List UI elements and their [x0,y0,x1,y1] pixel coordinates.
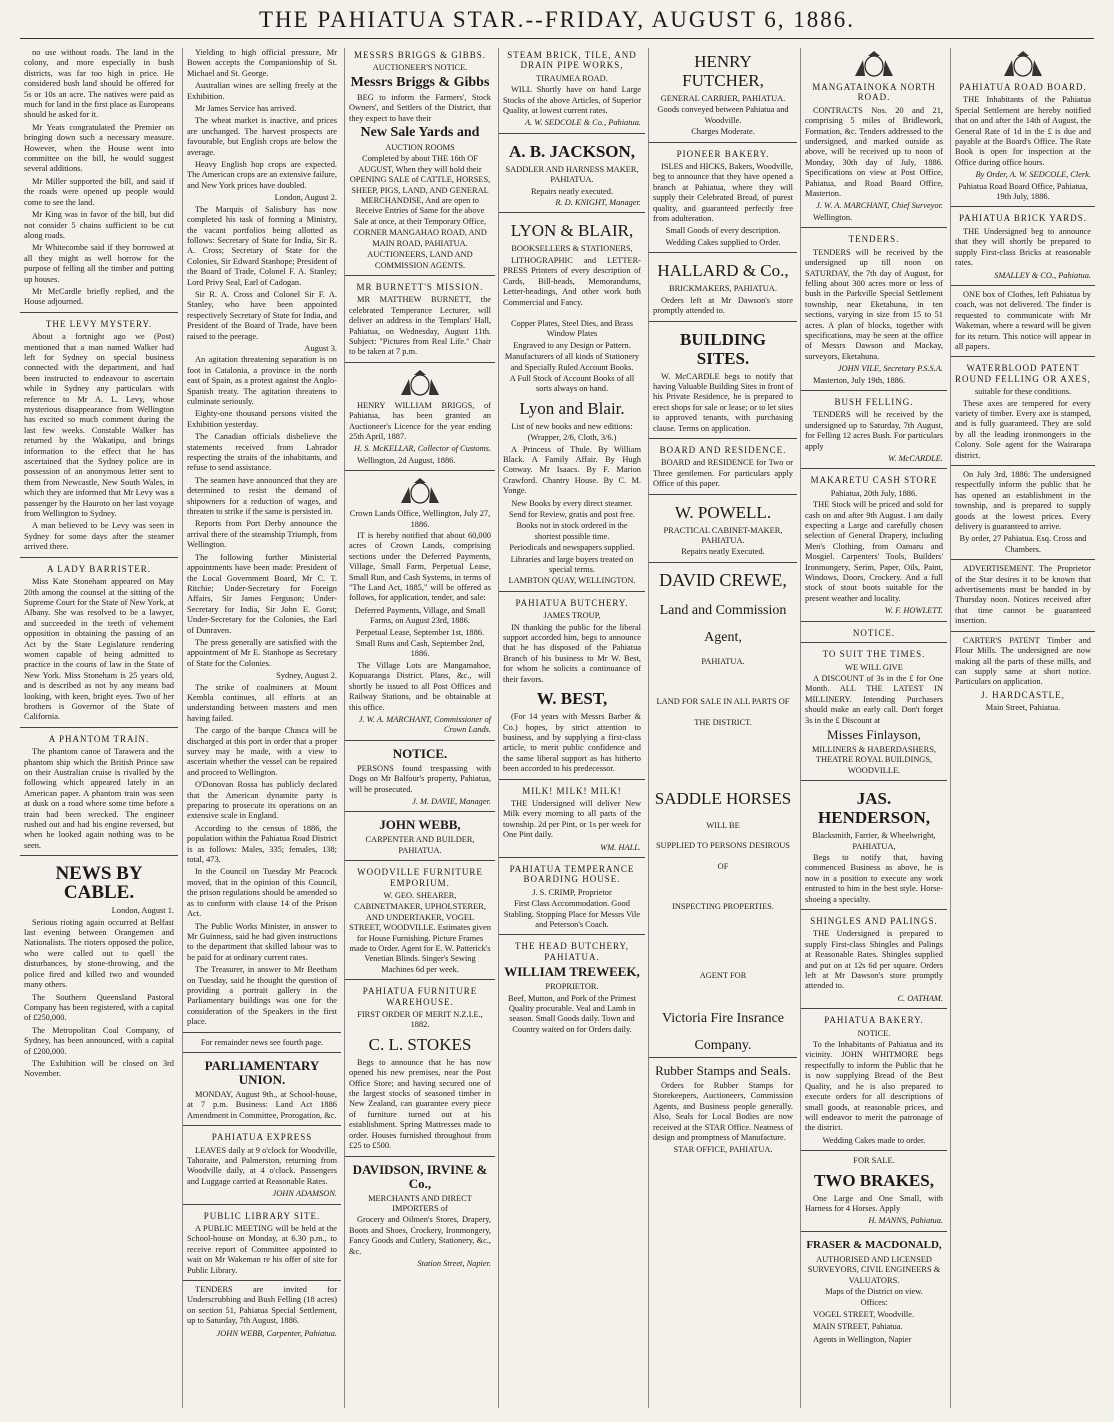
paragraph: Mr James Service has arrived. [195,104,297,114]
ad-body: THE Undersigned is prepared to supply First-class Shingles and Palings at Reasonable Rates. Shingles supplied and put on at 12s 6d per square. Orders left at Mr Dawson's store promptly attended to. [805,929,943,991]
ad-title: DAVIDSON, IRVINE & Co., [352,1161,488,1191]
ad-body: Begs to notify that, having commenced Business as above, he is now in a position to execute any work entrusted to him in the best style. Horse-shoeing a specialty. [805,852,943,904]
ad-title: TENDERS. [848,234,900,245]
ad-line: Small Goods of every description. [665,226,781,236]
ad-body: ONE box of Clothes, left Pahiatua by coach, was not delivered. The finder is requested to communicate with Mr Wakeman, where a reward will be given for its return. This notice will appear in all papers. [955,289,1091,351]
crown-lands-notice [345,470,495,736]
paragraph: The Public Works Minister, in answer to Mr Guinness, said he had given instructions to the department that skilled labour was to be paid for at ordinary current rates. [187,921,337,962]
mangatainoka-road-ad [801,50,947,223]
ad-signature: JOHN VILE, Secretary P.S.S.A. [837,364,943,374]
ad-subheader: SADDLER AND HARNESS MAKER, PAHIATUA. [505,164,639,185]
article-title: A PHANTOM TRAIN. [48,733,150,744]
ad-title: DAVID CREWE, [659,569,787,590]
establishment-ad [951,465,1095,555]
ad-line: List of new books and new editions: [511,421,633,431]
column-3 [344,48,495,1408]
building-sites-ad [649,321,797,434]
ad-signature: H. MANNS, Pahiatua. [868,1216,943,1226]
ad-body: First Class Accommodation. Good Stabling. Stopping Place for Messrs Vile and Peterson's Coach. [503,899,641,929]
ad-body: MR MATTHEW BURNETT, the celebrated Temperance Lecturer, will deliver an address in the Templars' Hall, Pahiatua, on Wednesday, August 11th. Subject: "Pictures from Real Life." Chair to be taken at 7 p.m. [349,295,491,357]
ad-body: TENDERS will be received by the undersigned up to Saturday, 7th August, for Felling 12 acres Bush. For particulars apply [805,410,943,451]
paragraph: Yielding to high official pressure, Mr Bowen accepts the Companionship of St. Michael and St. George. [187,48,337,78]
list-item: Deferred Payments, Village, and Small Farms, on August 23rd, 1886. [354,605,486,626]
ad-body: HENRY WILLIAM BRIGGS, of Pahiatua, has been granted an Auctioneer's Licence for the year ending 25th April, 1887. [349,400,491,441]
ad-highlight: New Sale Yards and [360,125,480,141]
cable-news [20,855,178,1080]
paragraph: In the Council on Tuesday Mr Peacock moved, that in the opinion of this Council, the prison regulations should be amended so as to conform with clause 14 of the Prison Act. [187,867,337,919]
ad-body: LITHOGRAPHIC and LETTER-PRESS Printers of every description of Cards, Bill-heads, Memorandums, Letter-headings, And other work both Commercial and Fancy. [503,255,641,307]
ad-signature: R. D. KNIGHT, Manager. [555,198,641,208]
ad-body: Orders left at Mr Dawson's store promptly attended to. [653,295,793,316]
ad-body: CABINETMAKER, UPHOLSTERER, AND UNDERTAKER, VOGEL STREET, WOODVILLE. Estimates given for House Furnishing. Picture Frames made to Order. Agent for E. W. Patterick's Venetian Blinds. Singer's Sewing Machines 6d per week. [349,902,491,974]
paragraph: An agitation threatening separation is on foot in Catalonia, a province in the north east of Spain, as a protest against the Anglo-Spanish treaty. The agitation threatens to culminate seriously. [187,355,337,406]
ad-body: (For 14 years with Messrs Barber & Co.) hopes, by strict attention to business, and by supplying a first-class article, to merit public confidence and the same liberal support as has hitherto been accorded to his predecessor. [503,712,641,774]
ad-line: Wedding Cakes supplied to Order. [665,237,781,247]
lyon-blair-ad [499,212,645,586]
paragraph: According to the census of 1886, the population within the Pahiatua Road District is as follows: Males, 335; females, 138; total, 473. [187,823,337,865]
ad-address: MAIN STREET, Pahiatua. [813,1322,903,1332]
paragraph: The seamen have announced that they are determined to resist the demand of shipowners for a reduction of wages, and threaten to strike if the same is persisted in. [187,475,337,517]
ad-line: LAND FOR SALE IN ALL PARTS OF [656,697,790,707]
ad-line: Agents in Wellington, Napier [813,1334,912,1344]
ad-body: Begs to announce that he has now opened his new premises, near the Post Office Store; and having secured one of the largest stocks of seasoned timber in New Zealand, can guarantee every piece of furniture turned out at his establishment. Spring Mattresses made to order. Houses furnished throughout from £25 to £500. [349,1057,491,1151]
ad-body: THE Inhabitants of the Pahiatua Special Settlement are hereby notified that on and after the 14th of August, the General Rate of 1d in the £ is due and payable at the Board's Office. The Rate Book is open for inspection at the Office during office hours. [955,95,1091,167]
ad-title: BOARD AND RESIDENCE. [659,444,787,455]
ad-title: WOODVILLE FURNITURE EMPORIUM. [357,867,483,888]
ad-title: Messrs Briggs & Gibbs [350,74,490,90]
ad-address: Main Street, Pahiatua. [985,703,1061,713]
ad-subheader: FOR SALE. [853,1156,895,1166]
ad-line: Manufacturers of all kinds of Stationery and Specially Ruled Account Books. [504,352,640,372]
ad-signature: A. W. SEDCOLE & Co., Pahiatua. [524,118,641,128]
ad-header: MESSRS BRIGGS & GIBBS. [353,50,487,60]
ad-subheader: PROPRIETOR. [545,982,599,992]
finlayson-ad [801,642,947,776]
cash-store-ad [801,468,947,616]
road-board-ad [951,50,1095,202]
ad-body: CONTRACTS Nos. 20 and 21, comprising 5 miles of Bridlework, Formation, &c. Tenders addressed to the undersigned, and marked outside as above, will be received up to noon of Monday, 30th day of July, 1886. Specifications on view at Post Office, Pahiatua, and Road Board Office, Masterton. [805,105,943,199]
ad-title: PAHIATUA EXPRESS [211,1132,313,1143]
axes-ad [951,356,1095,461]
ad-highlight: SADDLE HORSES [654,789,792,808]
brick-yards-ad [951,206,1095,280]
ad-highlight: Misses Finlayson, [827,726,921,742]
ad-title: WATERBLOOD PATENT ROUND FELLING OR AXES, [955,363,1092,384]
ad-line: SUPPLIED TO PERSONS DESIROUS [656,841,790,851]
ad-signature: JOHN WEBB, Carpenter, Pahiatua. [216,1328,337,1338]
burnett-mission-ad [345,275,495,358]
ad-body: A PUBLIC MEETING will be held at the School-house on Monday, at 6.30 p.m., to receive report of Committee appointed to wait on Mr Wakeman re his offer of site for Public Library. [187,1224,337,1275]
paragraph: Heavy English hop crops are expected. The American crops are an extensive failure, and New York prices have doubled. [187,160,337,190]
ad-title: HENRY FUTCHER, [682,52,764,90]
paragraph: The phantom canoe of Tarawera and the phantom ship which the British Prince saw on their Australian cruise is rivalled by the following which appeared lately in an American paper. A phantom train was seen at dusk on a road where some time before a train had been wrecked. The engineer rushed out and had his engine reversed, but when he looked again nothing was to be seen. [24,747,174,850]
paragraph: A man believed to be Levy was seen in Sydney for some days after the steamer arrived there. [24,521,174,552]
ad-body: LEAVES daily at 9 o'clock for Woodville, Tahoraite, and Palmerston, returning from Woodville daily, at 4 o'clock. Passengers and Luggage carried at Reasonable Rates. [187,1145,337,1186]
ad-body: W. McCARDLE begs to notify that having Valuable Building Sites in front of his Private Residence, he is prepared to erect shops for sale or lease; or to let sites to approved tenants, with purchasing clause. Terms on application. [653,371,793,433]
ad-title: SHINGLES AND PALINGS. [810,916,938,926]
ad-subheader: MERCHANTS AND DIRECT IMPORTERS of [368,1193,472,1213]
phantom-train-article [20,727,178,851]
ad-line: New Books by every direct steamer. [511,498,633,508]
ad-title: W. POWELL. [674,502,772,522]
ad-subheader: W. GEO. SHEARER, [383,890,457,900]
ad-body: Goods conveyed between Pahiatua and Woodville. [657,105,789,125]
paragraph: The strike of coalminers at Mount Kembla continues, all efforts at an understanding between masters and men having failed. [187,682,337,723]
ad-line: A Full Stock of Account Books of all sorts always on hand. [509,373,635,394]
ad-body: One Large and One Small, with Harness for 4 Horses. Apply [805,1193,943,1213]
ad-body: WILL Shortly have on hand Large Stocks of the above Articles, of Superior Quality, at lowest current rates. [503,85,641,116]
ad-signature: JOHN ADAMSON. [272,1189,337,1199]
paragraph: Miss Kate Stoneham appeared on May 20th among the counsel at the sitting of the Supreme Court for the State of New York, at Albany. She was resolved to be a lawyer, and succeeded in the teeth of vehement opposition in obtaining the passing of an Act by the State Legislature rendering women capable of being admitted to practice in the courts of law in the State of New York. Miss Stoneham is 25 years old, and is described as not by any means bad looking, with keen, bright eyes. Two of her brothers is Governor of the State of California. [24,577,174,722]
ad-subheader: AUCTIONEER'S NOTICE. [372,63,468,73]
ad-signature: J. W. A. MARCHANT, Chief Surveyor. [816,201,943,211]
tenders-ad [801,227,947,386]
article-title: THE LEVY MYSTERY. [45,318,153,329]
lost-box-ad [951,285,1095,352]
ad-title: PUBLIC LIBRARY SITE. [203,1210,321,1221]
ad-address: VOGEL STREET, Woodville. [813,1309,915,1319]
ad-body: THE Undersigned beg to announce that they will shortly be prepared to supply First-class Bricks at reasonable rates. [955,226,1091,268]
ad-body: Repairs neatly executed. [530,186,614,196]
paragraph: Mr Whitecombe said if they borrowed at all they might as well borrow for the purpose of felling all the timber and putting up houses. [24,243,174,284]
ad-highlight: Lyon and Blair. [519,398,625,418]
notice-header [801,621,947,638]
briggs-gibbs-ad [345,50,495,271]
paragraph: The Exhibition will be closed on 3rd November. [24,1058,174,1079]
jackson-saddler-ad [499,133,645,209]
paragraph: Mr Yeats congratulated the Premier on bringing down such a necessary measure. However, when the House went into committee on the bill, he would suggest several additions. [24,122,174,174]
paragraph: Serious rioting again occurred at Belfast last evening between Orangemen and Nationalists. The rioters opposed the police, who were called out to quell the disturbances, by stone-throwing, and the police fired and killed two and wounded many others. [24,917,174,990]
ad-signature: C. OATHAM. [897,993,943,1003]
article-title: A LADY BARRISTER. [47,563,151,574]
paragraph: The Metropolitan Coal Company, of Sydney, has been announced, with a capital of £200,000. [24,1025,174,1056]
ad-subheader: BRICKMAKERS, PAHIATUA. [669,284,777,294]
ad-line: OF [717,861,729,871]
paragraph: Mr King was in favor of the bill, but did not consider 5 chains sufficient to be cut along roads. [24,210,174,240]
ad-subheader: J. S. CRIMP, Proprietor [532,887,612,897]
paragraph: Sir R. A. Cross and Colonel Sir F. A. Stanley, who have been appointed respectively Secretary of State for India, and President of the Board of Trade, have been raised to the peerage. [187,289,337,341]
paragraph: The Canadian officials disbelieve the statements received from Labrador respecting the straits of the inhabitants, and refuse to send assistance. [187,432,337,473]
ad-address: Station Street, Napier. [417,1258,491,1268]
licence-notice [345,362,495,466]
ad-line: Libraries and large buyers treated on special terms. [510,554,634,575]
ad-title: PAHIATUA TEMPERANCE BOARDING HOUSE. [509,863,635,885]
ad-dateline: Crown Lands Office, Wellington, July 27, 1886. [349,509,491,529]
woodville-furniture-ad [345,860,495,975]
ad-signature: By Order, A. W. SEDCOLE, Clerk. [975,170,1091,180]
ad-body: These axes are tempered for every variety of timber. Every axe is stamped, and is fully guaranteed. They are sold by all the leading ironmongers in the Colony. Sole agent for the Wairarapa district. [955,398,1091,460]
ad-signature: H. S. McKELLAR, Collector of Customs. [353,444,491,454]
furniture-warehouse-ad [345,979,495,1151]
list-item: Perpetual Lease, September 1st, 1886. [355,627,485,637]
ad-body: ADVERTISEMENT. The Proprietor of the Star desires it to be known that advertisements must be handed in by Thursday noon. Notices received after that time cannot be guaranteed insertion. [955,564,1091,626]
ad-signature: SMALLEY & CO., Pahiatua. [994,270,1091,280]
powell-ad [649,494,797,558]
ad-line: Send for Review, gratis and post free. [509,510,635,519]
ad-subheader: suitable for these conditions. [974,387,1072,397]
ad-line: PAHIATUA. [701,656,745,666]
ad-title: MAKARETU CASH STORE [810,475,938,486]
fraser-macdonald-ad [801,1231,947,1345]
ad-title: HALLARD & Co., [657,261,789,281]
paragraph: Mr Miller supported the bill, and said if the roads were opened up people would come to see the land. [24,176,174,207]
paragraph: The Marquis of Salisbury has now completed his task of forming a Ministry, the vacant portfolios being allotted as follows: Secretary of State for India, Sir R. A. Cross; Secretary of State for the Colonies, Sir Edward Stanhope; President of the Board of Trade, Colonel F. A. Stanley; Lord Privy Seal, Earl of Cadogan. [187,204,337,287]
crewe-agent-ad [649,562,797,1053]
ad-line: INSPECTING PROPERTIES. [672,902,774,912]
ad-subheader: AUCTION ROOMS [385,143,455,153]
ad-signature: J. M. DAVIE, Manager. [412,796,491,806]
ad-title: MANGATAINOKA NORTH ROAD. [812,82,936,103]
ad-body: Completed by about THE 16th OF AUGUST, When they will hold their OPENING SALE of CATTLE, HORSES, SHEEP, PIGS, LAND, AND GENERAL MERCHANDISE, And are open to Receive Entries of Same for the above Sale at once, at their Temporary Office, [349,154,491,226]
paragraph: Australian wines are selling freely at the Exhibition. [187,81,337,101]
ad-title: STEAM BRICK, TILE, AND DRAIN PIPE WORKS, [507,50,637,71]
advertisement-notice [951,559,1095,626]
library-ad [183,1204,341,1276]
ad-body: Orders for Rubber Stamps for Storekeepers, Auctioneers, Commission Agents, and Business people generally. Also, Seals for Local Bodies are now received at the STAR Office. Neatness of design and promptness of Manufacture. [653,1081,793,1143]
ad-title: LYON & BLAIR, [510,221,634,241]
ad-address: LAMBTON QUAY, WELLINGTON. [508,576,636,586]
head-butchery-ad [499,934,645,1035]
ad-body: THE Stock will be priced and sold for cash on and after 9th August. I am daily expecting a Large and carefully chosen selection of General Drapery, including Men's Clothing, from Oamaru and Mosgiel. Carpenters' Tools, Builders' Ironmongery, Serim, Paper, Oils, Paint, Windows, Doors, Crockery. And a full stock of stout boots suitable for the present weather and locality. [805,500,943,603]
ad-body: Beef, Mutton, and Pork of the Primest Quality procurable. Veal and Lamb in season. Small Goods daily. Town and Country waited on for Orders daily. [508,993,636,1034]
column-1 [20,48,178,1408]
dateline: August 3. [304,343,337,353]
parliamentary-union-ad [183,1052,341,1121]
dateline: London, August 1. [111,906,174,916]
temperance-house-ad [499,857,645,930]
ad-name: WILLIAM TREWEEK, [504,964,640,980]
mills-ad [951,631,1095,714]
ad-highlight: C. L. STOKES [368,1034,472,1054]
column-2 [182,48,341,1408]
ad-signature: W. McCARDLE. [888,454,943,463]
ad-body: A Princess of Thule. By William Black. A Family Affair. By Hugh Conway. Mr Isaacs. By F. Marion Crawford. Chantry House. By C. M. Yonge. [503,444,641,496]
ad-line: By order, 27 Pahiatua. Esq. Cross and Chambers. [959,534,1087,554]
ad-line: Company. [694,1038,752,1054]
ad-line: Wedding Cakes made to order. [822,1135,926,1145]
ad-line: WILL BE [706,821,740,830]
ad-line: Victoria Fire Insrance [662,1011,784,1027]
paragraph: Reports from Port Derby announce the arrival there of the steamship Triumph, from Wellington. [187,519,337,550]
ad-body: IN thanking the public for the liberal support accorded him, begs to announce that he has disposed of the Pahiatua Branch of his business to Mr W. Best, for whom he solicits a continuance of their favors. [503,622,641,684]
section-title: NEWS BY CABLE. [55,863,143,904]
ad-line: Land and Commission [659,602,787,618]
ad-title: FRASER & MACDONALD, [806,1238,942,1251]
ad-address: CORNER MANGAHAO ROAD, AND MAIN ROAD, PAHIATUA. [353,228,487,248]
pahiatua-butchery-ad [499,591,645,775]
ad-title: NOTICE. [392,745,448,761]
ad-body: To the Inhabitants of Pahiatua and its vicinity. JOHN WHITMORE begs respectfully to inform the Public that he is now supplying Bread of the Best Quality, and he is also prepared to execute orders for all descriptions of small goods, at reasonable prices, and will endeavor to merit the patronage of the district. [805,1040,943,1133]
ad-subheader: PRACTICAL CABINET-MAKER, PAHIATUA. [663,525,783,545]
ad-line: AGENT FOR [699,970,747,980]
ad-subheader: NOTICE. [857,1028,891,1038]
footnote: For remainder news see fourth page. [200,1037,324,1047]
ad-line: Copper Plates, Steel Dies, and Brass Window Plates [510,318,634,339]
column-7 [950,48,1095,1408]
ad-title: J. HARDCASTLE, [981,689,1065,700]
ad-body: On July 3rd, 1886: The undersigned respectfully inform the public that he has opened an establishment in the township, and is prepared to supply goods at the lowest prices. Every delivery is guaranteed to arrive. [955,470,1091,532]
ad-line: (Wrapper, 2/6, Cloth, 3/6.) [527,433,617,443]
ad-title: BUSH FELLING. [834,396,914,407]
ad-date: Wellington, 2d August, 1886. [357,455,456,465]
ad-line: Agent, [704,629,742,645]
ad-signature: J. W. A. MARCHANT, Commissioner of Crown Lands. [358,714,491,735]
masthead-rule [20,38,1094,39]
remainder-note [183,1032,341,1048]
column-4 [498,48,645,1408]
column-6 [800,48,947,1408]
royal-crest-icon [1000,50,1046,80]
ad-subheader: BOOKSELLERS & STATIONERS, [511,244,633,254]
trespass-notice [345,740,495,808]
ad-title: PAHIATUA FURNITURE WAREHOUSE. [362,986,478,1007]
ad-body: A DISCOUNT of 3s in the £ for One Month. ALL THE LATEST IN MILLINERY. Intending Purchasers should make an early call. Don't forget 3s in the £ Discount at [805,673,943,725]
paragraph: The wheat market is inactive, and prices are unchanged. The harvest prospects are favourable, but English crops are below the average. [187,116,337,157]
ad-title: PAHIATUA BRICK YARDS. [958,213,1088,224]
futcher-carrier-ad [649,52,797,138]
ad-title: NOTICE. [852,627,896,638]
ad-line: Charges Moderate. [691,127,755,137]
henderson-ad [801,780,947,905]
shingles-ad [801,909,947,1004]
ad-line: Engraved to any Design or Pattern. [513,340,631,350]
brakes-ad [801,1150,947,1227]
ad-signature: STAR OFFICE, PAHIATUA. [673,1145,773,1155]
paragraph: The following further Ministerial appointments have been made: President of the Local Government Board, Mr C. T. Ritchie; Under-Secretary for Foreign Affairs, Sir James Ferguson; Under-Secretary for India, Sir John E. Gorst; Under-Secretary for the Colonies, the Earl of Dunraven. [187,552,337,635]
bush-felling-ad [801,390,947,464]
ad-signature: WM. HALL. [600,842,641,852]
lady-barrister-article [20,557,178,723]
ad-body: TENDERS are invited for Underscrubbing and Bush Felling (18 acres) on section 51, Pahiatua Special Settlement, up to Saturday, 7th August, 1886. [187,1285,337,1326]
royal-crest-icon [851,50,897,80]
ad-date: Pahiatua, 20th July, 1886. [830,488,918,498]
ad-body: CARTER'S PATENT Timber and Flour Mills. The undersigned are now making all the parts of these mills, and can supply same at short notice. Particulars on application. [955,635,1091,687]
ad-line: Periodicals and newspapers supplied. [509,543,635,553]
davidson-irvine-ad [345,1156,495,1270]
ad-title: BUILDING SITES. [680,329,766,368]
ad-title: THE HEAD BUTCHERY, PAHIATUA. [514,941,630,962]
ad-body: THE Undersigned will deliver New Milk every morning to all parts of the township. 2d per Pint, or 1s per week for One Pint daily. [503,798,641,840]
webb-tender-ad [183,1280,341,1339]
ad-title: TWO BRAKES, [814,1170,934,1190]
ad-title: PAHIATUA BUTCHERY. [515,597,629,608]
ad-subheader: TIRAUMEA ROAD. [536,73,608,83]
ad-title: Rubber Stamps and Seals. [655,1063,791,1079]
ad-body: MONDAY, August 9th., at School-house, at 7 p.m. Business: Land Act 1886 Amendment in Committee, Prorogation, &c. [187,1089,337,1120]
ad-body: BEG to inform the Farmers', Stock Owners', and Settlers of the District, that they expect to have their [349,92,491,123]
webb-carpenter-ad [345,811,495,856]
ad-highlight: W. BEST, [536,689,608,709]
parliament-report [20,48,178,308]
ad-line: THE DISTRICT. [694,717,752,727]
paragraph: O'Donovan Rossa has publicly declared that the American dynamite party is preparing to prosecute its operations on an extensive scale in England. [187,780,337,821]
levy-article [20,312,178,553]
ad-body: TENDERS will be received by the undersigned up till noon on SATURDAY, the 7th day of August, for felling about 300 acres more or less of bush in the Parkville Special Settlement township, near Eketahuna, in ten sections, varying in size from 15 to 51 acres. A plan of blocks, together with specifications, may be seen at the office of Messrs Dawson and Mackay, surveyors, Eketahuna. [805,247,943,361]
ad-subheader: MILLINERS & HABERDASHERS, THEATRE ROYAL BUILDINGS, WOODVILLE. [811,744,936,775]
ad-body: ISLES and HICKS, Bakers, Woodville, beg to announce that they have opened a branch at Pahiatua, where they will supply their Celebrated Bread, of purest quality, and guaranteed perfectly free from adulteration. [653,162,793,224]
ad-subheader: Blacksmith, Farrier, & Wheelwright, PAHIATUA, [812,831,936,851]
ad-subheader: GENERAL CARRIER, PAHIATUA. [660,94,786,103]
paragraph: Mr McCardle briefly replied, and the House adjourned. [24,286,174,307]
paragraph: The press generally are satisfied with the appointment of Mr E. Stanhope as Secretary of State for the Colonies. [187,637,337,668]
dateline: London, August 2. [274,193,337,203]
ad-body: The Village Lots are Mangamahoe, Kopuaranga District. Plans, &c., will shortly be issued to all Post Offices and Railway Stations, and be obtainable at this office. [349,660,491,712]
ad-subheader: CARPENTER AND BUILDER, PAHIATUA. [365,835,475,855]
paragraph: no use without roads. The land in the colony, and more especially in bush districts, was far too high in price. He considered bush land should be offered for 5s or 10s an acre. The natives were paid as much for land in the first place as Europeans should be asked for it. [24,48,174,120]
royal-crest-icon [397,477,443,507]
paragraph: The Southern Queensland Pastoral Company has been registered, with a capital of £250,000. [24,992,174,1023]
royal-crest-icon [397,369,443,399]
paragraph: Eighty-one thousand persons visited the Exhibition yesterday. [187,409,337,429]
ad-tagline: AUCTIONEERS, LAND AND COMMISSION AGENTS. [367,250,473,270]
ad-body: Maps of the District on view. [825,1286,923,1296]
column-5 [648,48,797,1408]
ad-subheader: FIRST ORDER OF MERIT N.Z.I.E., 1882. [357,1010,483,1030]
ad-title: TO SUIT THE TIMES. [822,649,926,660]
ad-place: Wellington. [813,212,853,222]
ad-line: Offices: [860,1298,888,1308]
paragraph: The Treasurer, in answer to Mr Beetham on Tuesday, said he thought the question of providing a portrait gallery in the Parliamentary buildings was one for the consideration of the Speakers in the first place. [187,965,337,1027]
brick-works-ad [499,50,645,129]
ad-body: IT is hereby notified that about 60,000 acres of Crown Lands, comprising sections under the Deferred Payments, Village, Small Farm, Perpetual Lease, Small Run, and Cash Systems, in terms of "The Land Act, 1885," will be offered as follows, for application, tender, and sale: [349,531,491,603]
paragraph: The cargo of the barque Chasca will be discharged at this port in order that a proper survey may be made, with a view to ascertain whether the vessel can be repaired and proceed to Wellington. [187,726,337,777]
cable-news-continued [183,48,341,1028]
ad-title: MILK! MILK! MILK! [522,785,622,796]
board-residence-ad [649,438,797,490]
ad-title: PIONEER BAKERY. [676,148,770,159]
ad-date: Pahiatua Road Board Office, Pahiatua, 19th July, 1886. [958,181,1088,202]
ad-body: BOARD and RESIDENCE for Two or Three gentlemen. For particulars apply Office of this paper. [653,458,793,489]
ad-title: PAHIATUA ROAD BOARD. [959,82,1087,92]
ad-body: Repairs neatly Executed. [681,547,765,557]
list-item: Small Runs and Cash, September 2nd, 1886. [355,639,485,659]
ad-title: JOHN WEBB, [379,817,461,833]
hallard-ad [649,252,797,316]
milk-ad [499,779,645,853]
newspaper-masthead: THE PAHIATUA STAR.--FRIDAY, AUGUST 6, 1886. [259,7,855,32]
ad-title: A. B. JACKSON, [508,141,636,161]
ad-title: PAHIATUA BAKERY. [824,1015,924,1026]
rubber-stamps-ad [649,1057,797,1156]
ad-title: MR BURNETT'S MISSION. [356,281,484,292]
ad-body: PERSONS found trespassing with Dogs on Mr Balfour's property, Pahiatua, will be prosecuted. [349,763,491,794]
ad-body: Grocery and Oilmen's Stores, Drapery, Boots and Shoes, Crockery, Ironmongery, Fancy Goods and Cutlery, Stationery, &c., &c. [349,1215,491,1256]
ad-title: JAS. HENDERSON, [818,789,930,828]
dateline: Sydney, August 2. [276,671,337,681]
ad-subheader: JAMES TROUP, [543,611,601,621]
ad-subheader: AUTHORISED AND LICENSED SURVEYORS, CIVIL ENGINEERS & VALUATORS. [807,1254,941,1285]
pioneer-bakery-ad [649,142,797,249]
ad-signature: W. F. HOWLETT. [884,606,943,616]
express-ad [183,1125,341,1199]
ad-title: PARLIAMENTARY UNION. [204,1057,320,1087]
ad-subheader: WE WILL GIVE [845,662,903,672]
ad-date: Masterton, July 19th, 1886. [813,375,906,385]
paragraph: About a fortnight ago we (Post) mentioned that a man named Walker had left for Sydney on special business connected with the department, and had been instructed to endeavour to ascertain while in Sydney any particulars with reference to Mr A. L. Levy, whose mysterious disappearance from Wellington has excited so much comment during the last few weeks. Constable Walker has returned by the Wakatipu, and brings information to the effect that he has ascertained that the Sydney police are in possession of an anonymous letter sent to them from Newcastle, New South Wales, in which they are informed that Mr Levy was a passenger by the Hauroto on her last voyage from Wellington to Sydney. [24,332,174,519]
pahiatua-bakery-ad [801,1008,947,1146]
ad-line: Books not in stock ordered in the shortest possible time. [516,521,628,541]
